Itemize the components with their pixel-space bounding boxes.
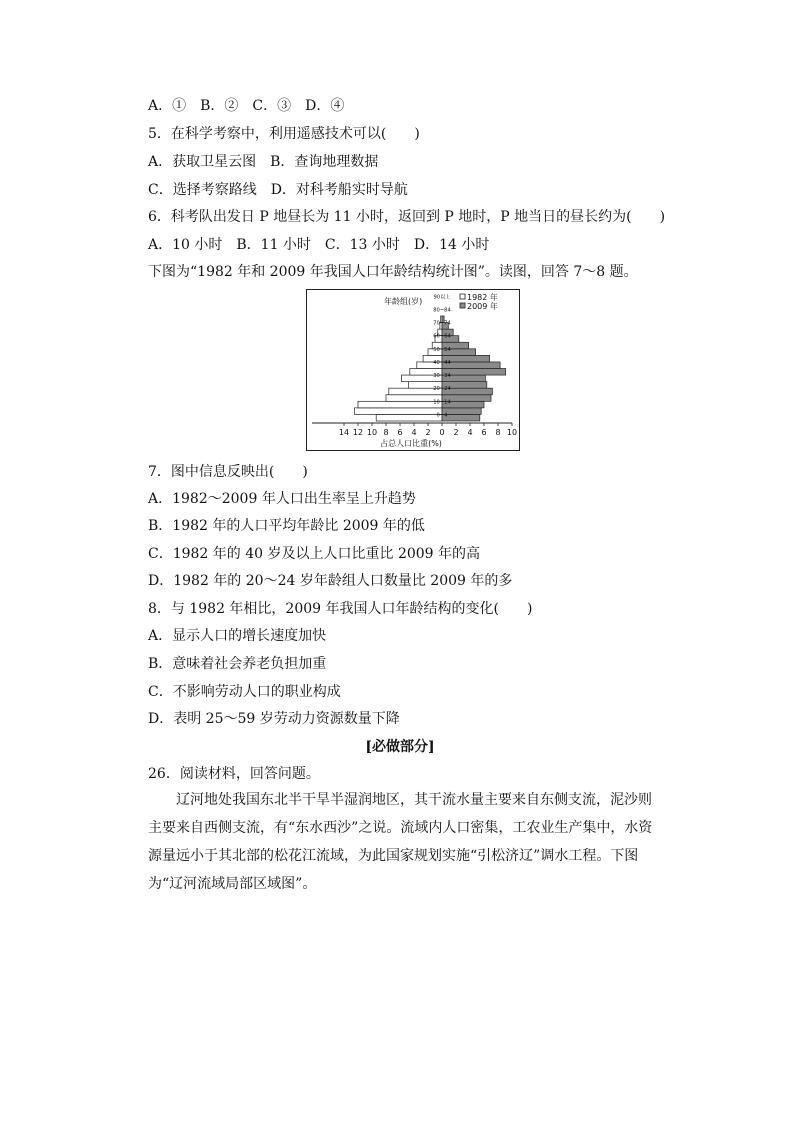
- q8-option-d: D．表明 25～59 岁劳动力资源数量下降: [148, 711, 400, 727]
- q6-options: A．10 小时 B．11 小时 C．13 小时 D．14 小时: [148, 237, 490, 253]
- q5-options-row2: C．选择考察路线 D．对科考船实时导航: [148, 182, 408, 198]
- x-tick-label: 2: [453, 428, 459, 437]
- bar-2009: [442, 408, 481, 415]
- q7-option-a: A．1982～2009 年人口出生率呈上升趋势: [148, 491, 416, 507]
- age-label: 20~24: [433, 386, 451, 393]
- q26-stem: 26．阅读材料，回答问题。: [148, 766, 320, 782]
- x-tick-label: 6: [481, 428, 487, 437]
- population-pyramid-chart: [306, 289, 520, 451]
- x-tick-label: 8: [495, 428, 501, 437]
- age-label: 90以上: [433, 294, 451, 301]
- age-label: 0~4: [436, 412, 448, 419]
- q7-option-d: D．1982 年的 20～24 岁年龄组人口数量比 2009 年的多: [148, 573, 513, 589]
- x-tick-label: 14: [338, 428, 350, 437]
- bar-1982: [358, 401, 442, 408]
- q5-options-row1: A．获取卫星云图 B．查询地理数据: [148, 154, 379, 170]
- age-label: 10~14: [433, 399, 451, 406]
- x-tick-label: 6: [397, 428, 403, 437]
- bar-1982: [376, 414, 442, 421]
- legend-swatch-1982: [460, 294, 465, 299]
- age-label: 50~54: [433, 346, 451, 353]
- bar-2009: [442, 369, 506, 376]
- q8-option-b: B．意味着社会养老负担加重: [148, 656, 327, 672]
- q8-option-c: C．不影响劳动人口的职业构成: [148, 684, 341, 700]
- x-tick-label: 4: [411, 428, 417, 437]
- q7-8-intro: 下图为“1982 年和 2009 年我国人口年龄结构统计图”。读图，回答 7～8 题。: [148, 264, 638, 280]
- age-label: 30~34: [433, 373, 451, 380]
- q7-option-c: C．1982 年的 40 岁及以上人口比重比 2009 年的高: [148, 546, 481, 562]
- bar-2009: [442, 414, 480, 421]
- legend-swatch-2009: [460, 303, 465, 308]
- q4-options: A．① B．② C．③ D．④: [148, 98, 345, 114]
- x-tick-label: 4: [467, 428, 473, 437]
- q8-option-a: A．显示人口的增长速度加快: [148, 628, 327, 644]
- q26-material: 辽河地处我国东北半干旱半湿润地区，其干流水量主要来自东侧支流，泥沙则主要来自西侧支流，有“东水西沙”之说。流域内人口密集，工农业生产集中，水资源量远小于其北部的松花江流域，为此国家规划实施“引松济辽”调水工程。下图为“辽河流域局部区域图”。: [148, 792, 653, 892]
- legend-label-1982: 1982 年: [467, 293, 498, 302]
- age-label: 60~64: [433, 333, 451, 340]
- age-label: 70~74: [433, 320, 451, 327]
- x-tick-label: 0: [439, 428, 445, 437]
- q7-stem: 7．图中信息反映出( ): [148, 464, 308, 480]
- bar-1982: [355, 408, 443, 415]
- x-tick-label: 2: [425, 428, 431, 437]
- age-label: 80~84: [433, 307, 451, 314]
- chart-xlabel: 占总人口比重(%): [380, 439, 442, 448]
- section-title: [必做部分]: [365, 739, 435, 755]
- chart-ylabel: 年龄组(岁): [384, 297, 423, 306]
- q8-stem: 8．与 1982 年相比，2009 年我国人口年龄结构的变化( ): [148, 601, 533, 617]
- x-tick-label: 10: [506, 428, 518, 437]
- legend-label-2009: 2009 年: [467, 302, 498, 311]
- x-tick-label: 10: [366, 428, 378, 437]
- q5-stem: 5．在科学考察中，利用遥感技术可以( ): [148, 126, 420, 142]
- q6-stem: 6．科考队出发日 P 地昼长为 11 小时，返回到 P 地时，P 地当日的昼长约为( ): [148, 209, 666, 225]
- x-tick-label: 8: [383, 428, 389, 437]
- age-label: 40~44: [433, 359, 451, 366]
- x-tick-label: 12: [352, 428, 364, 437]
- q7-option-b: B．1982 年的人口平均年龄比 2009 年的低: [148, 518, 425, 534]
